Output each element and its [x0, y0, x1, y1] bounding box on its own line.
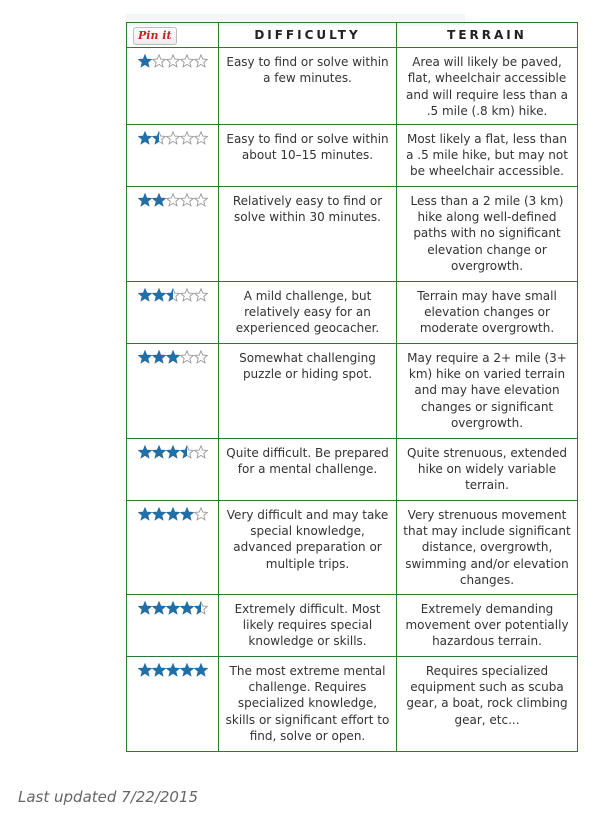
star-empty-icon: [166, 193, 180, 207]
star-rating: [138, 663, 208, 677]
star-rating: [138, 601, 208, 615]
star-full-icon: [138, 350, 152, 364]
table-header-row: [127, 23, 578, 48]
star-full-icon: [166, 350, 180, 364]
star-rating: [138, 288, 208, 302]
star-empty-icon: [180, 288, 194, 302]
star-full-icon: [152, 507, 166, 521]
terrain-description: Most likely a flat, less than a .5 mile hike, but may not be wheelchair accessible.: [397, 124, 578, 186]
star-rating: [138, 350, 208, 364]
pin-it-button[interactable]: Pin it: [133, 27, 177, 45]
terrain-description: Extremely demanding movement over potentially hazardous terrain.: [397, 594, 578, 656]
star-empty-icon: [180, 131, 194, 145]
star-rating: [138, 507, 208, 521]
table-row: [127, 48, 578, 125]
star-full-icon: [152, 193, 166, 207]
star-half-icon: [180, 445, 194, 459]
star-empty-icon: [166, 54, 180, 68]
star-empty-icon: [194, 193, 208, 207]
star-full-icon: [138, 601, 152, 615]
table-row: [127, 343, 578, 438]
star-rating: [138, 193, 208, 207]
star-full-icon: [138, 288, 152, 302]
star-full-icon: [138, 193, 152, 207]
star-full-icon: [152, 288, 166, 302]
star-rating-cell: [127, 343, 219, 438]
difficulty-description: Easy to find or solve within about 10–15 minutes.: [219, 124, 397, 186]
star-full-icon: [152, 350, 166, 364]
table-row: [127, 500, 578, 594]
star-full-icon: [152, 601, 166, 615]
star-rating-cell: [127, 281, 219, 343]
star-half-icon: [166, 288, 180, 302]
star-full-icon: [166, 507, 180, 521]
star-empty-icon: [152, 54, 166, 68]
star-full-icon: [166, 445, 180, 459]
terrain-header: TERRAIN: [397, 23, 578, 48]
star-empty-icon: [166, 131, 180, 145]
star-empty-icon: [194, 445, 208, 459]
difficulty-description: Quite difficult. Be prepared for a mental challenge.: [219, 438, 397, 500]
star-full-icon: [138, 131, 152, 145]
last-updated-text: Last updated 7/22/2015: [18, 788, 199, 806]
star-rating-cell: [127, 656, 219, 751]
star-rating-cell: [127, 186, 219, 281]
star-full-icon: [152, 445, 166, 459]
star-rating-cell: [127, 438, 219, 500]
star-rating: [138, 445, 208, 459]
star-half-icon: [194, 601, 208, 615]
rating-table: [126, 22, 578, 752]
star-empty-icon: [194, 131, 208, 145]
terrain-description: Area will likely be paved, flat, wheelchair accessible and will require less than a .5 mile (.8 km) hike.: [397, 48, 578, 125]
star-full-icon: [180, 601, 194, 615]
star-full-icon: [180, 663, 194, 677]
pin-cell: [127, 23, 219, 48]
terrain-description: Requires specialized equipment such as scuba gear, a boat, rock climbing gear, etc...: [397, 656, 578, 751]
table-row: [127, 656, 578, 751]
star-full-icon: [138, 507, 152, 521]
difficulty-description: Somewhat challenging puzzle or hiding spot.: [219, 343, 397, 438]
star-full-icon: [152, 663, 166, 677]
star-full-icon: [180, 507, 194, 521]
difficulty-description: Extremely difficult. Most likely requires special knowledge or skills.: [219, 594, 397, 656]
star-rating: [138, 131, 208, 145]
difficulty-description: Very difficult and may take special knowledge, advanced preparation or multiple trips.: [219, 500, 397, 594]
table-row: [127, 281, 578, 343]
difficulty-description: The most extreme mental challenge. Requires specialized knowledge, skills or significant effort to find, solve or open.: [219, 656, 397, 751]
terrain-description: Very strenuous movement that may include significant distance, overgrowth, swimming and/or elevation changes.: [397, 500, 578, 594]
difficulty-description: Easy to find or solve within a few minutes.: [219, 48, 397, 125]
star-full-icon: [138, 663, 152, 677]
star-empty-icon: [180, 350, 194, 364]
terrain-description: Less than a 2 mile (3 km) hike along well-defined paths with no significant elevation change or overgrowth.: [397, 186, 578, 281]
star-full-icon: [194, 663, 208, 677]
star-full-icon: [166, 601, 180, 615]
star-empty-icon: [180, 193, 194, 207]
difficulty-description: A mild challenge, but relatively easy for an experienced geocacher.: [219, 281, 397, 343]
star-full-icon: [138, 445, 152, 459]
terrain-description: Quite strenuous, extended hike on widely variable terrain.: [397, 438, 578, 500]
star-empty-icon: [194, 350, 208, 364]
table-row: [127, 186, 578, 281]
star-rating: [138, 54, 208, 68]
table-row: [127, 438, 578, 500]
table-row: [127, 594, 578, 656]
star-empty-icon: [194, 288, 208, 302]
star-rating-cell: [127, 124, 219, 186]
star-empty-icon: [180, 54, 194, 68]
star-full-icon: [138, 54, 152, 68]
terrain-description: Terrain may have small elevation changes or moderate overgrowth.: [397, 281, 578, 343]
star-full-icon: [166, 663, 180, 677]
star-empty-icon: [194, 54, 208, 68]
star-rating-cell: [127, 48, 219, 125]
star-rating-cell: [127, 594, 219, 656]
difficulty-header: DIFFICULTY: [219, 23, 397, 48]
star-half-icon: [152, 131, 166, 145]
table-row: [127, 124, 578, 186]
difficulty-description: Relatively easy to find or solve within 30 minutes.: [219, 186, 397, 281]
star-rating-cell: [127, 500, 219, 594]
star-empty-icon: [194, 507, 208, 521]
terrain-description: May require a 2+ mile (3+ km) hike on varied terrain and may have elevation changes or significant overgrowth.: [397, 343, 578, 438]
